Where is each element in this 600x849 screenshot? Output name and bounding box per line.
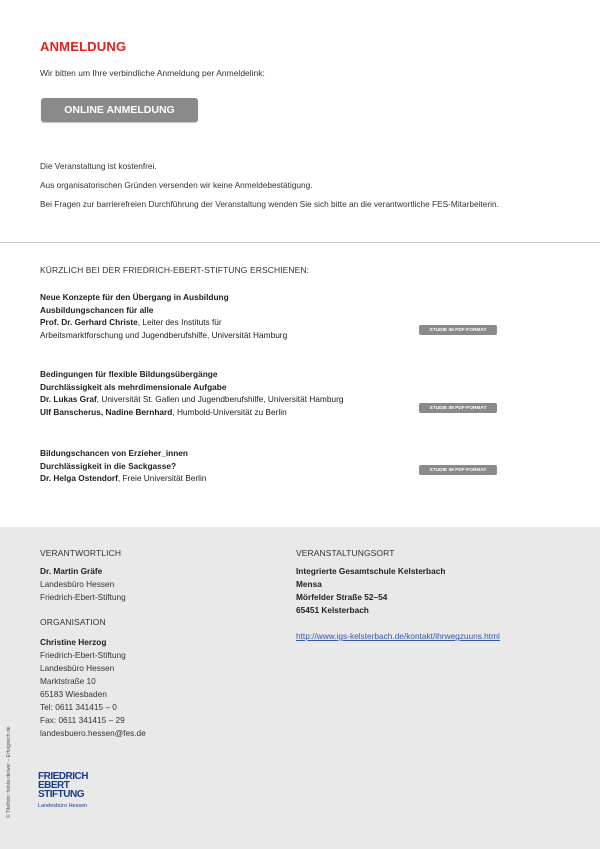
online-registration-button[interactable]: ONLINE ANMELDUNG bbox=[41, 98, 198, 122]
publication-title: Neue Konzepte für den Übergang in Ausbildung bbox=[40, 292, 229, 302]
venue-heading: VERANSTALTUNGSORT bbox=[296, 548, 395, 558]
publication-author-line bbox=[40, 329, 287, 342]
pdf-download-button[interactable]: STUDIE IM PDF-FORMAT bbox=[419, 403, 497, 413]
venue-line: Mörfelder Straße 52–54 bbox=[296, 592, 388, 602]
registration-title: ANMELDUNG bbox=[40, 39, 127, 54]
info-line-accessibility: Bei Fragen zur barrierefreien Durchführung der Veranstaltung wenden Sie sich bitte an die verantwortliche FES-Mitarbeiterin. bbox=[40, 199, 499, 209]
organisation-line: 65183 Wiesbaden bbox=[40, 689, 107, 699]
author-affiliation: Arbeitsmarktforschung und Jugendberufshilfe, Universität Hamburg bbox=[40, 329, 288, 340]
publication-item-2 bbox=[40, 368, 343, 418]
publication-item-1 bbox=[40, 291, 287, 341]
organisation-line: Landesbüro Hessen bbox=[40, 663, 115, 673]
logo-line: FRIEDRICH bbox=[38, 771, 88, 782]
info-line-free: Die Veranstaltung ist kostenfrei. bbox=[40, 161, 157, 171]
publication-author-line bbox=[40, 316, 287, 329]
author-affiliation: , Freie Universität Berlin bbox=[117, 473, 207, 483]
pdf-download-button[interactable]: STUDIE IM PDF-FORMAT bbox=[419, 465, 497, 475]
organisation-heading: ORGANISATION bbox=[40, 617, 106, 627]
responsible-line: Friedrich-Ebert-Stiftung bbox=[40, 592, 126, 602]
venue-block bbox=[296, 565, 445, 617]
publication-subtitle: Durchlässigkeit in die Sackgasse? bbox=[40, 460, 177, 471]
recent-publications-heading: KÜRZLICH BEI DER FRIEDRICH-EBERT-STIFTUNG ERSCHIENEN: bbox=[40, 265, 310, 275]
logo-line: STIFTUNG bbox=[38, 789, 84, 800]
publication-subtitle: Durchlässigkeit als mehrdimensionale Aufgabe bbox=[40, 381, 227, 392]
organisation-name: Christine Herzog bbox=[40, 637, 107, 647]
author-name: Ulf Banscherus, Nadine Bernhard bbox=[40, 406, 173, 417]
publication-author-line bbox=[40, 393, 343, 406]
venue-directions-link[interactable]: http://www.igs-kelsterbach.de/kontakt/ihrwegzuuns.html bbox=[296, 631, 500, 641]
registration-intro: Wir bitten um Ihre verbindliche Anmeldung per Anmeldelink: bbox=[40, 68, 265, 78]
photo-credit-text: © Titelfoto: fotolia.de/wer – Erfolgreich.de bbox=[6, 726, 12, 818]
section-divider bbox=[0, 242, 600, 243]
venue-line: Integrierte Gesamtschule Kelsterbach bbox=[296, 566, 446, 576]
venue-line: 65451 Kelsterbach bbox=[296, 605, 369, 615]
publication-author-line bbox=[40, 472, 206, 485]
publication-item-3 bbox=[40, 447, 206, 485]
responsible-block bbox=[40, 565, 126, 604]
info-line-confirmation: Aus organisatorischen Gründen versenden wir keine Anmeldebestätigung. bbox=[40, 180, 313, 190]
logo-line: EBERT bbox=[38, 780, 70, 791]
author-affiliation: , Humbold-Universität zu Berlin bbox=[172, 406, 287, 417]
responsible-line: Landesbüro Hessen bbox=[40, 579, 115, 589]
photo-credit bbox=[4, 700, 14, 820]
author-name: Dr. Helga Ostendorf bbox=[40, 473, 118, 483]
publication-subtitle: Ausbildungschancen für alle bbox=[40, 304, 154, 315]
publication-author-line bbox=[40, 406, 343, 419]
author-affiliation: , Leiter des Instituts für bbox=[137, 317, 222, 327]
organisation-line: Friedrich-Ebert-Stiftung bbox=[40, 650, 126, 660]
organisation-block bbox=[40, 636, 146, 740]
email-address[interactable]: landesbuero.hessen@fes.de bbox=[40, 728, 146, 738]
logo-subtitle: Landesbüro Hessen bbox=[38, 803, 88, 809]
author-name: Prof. Dr. Gerhard Christe bbox=[40, 317, 138, 327]
author-name: Dr. Lukas Graf bbox=[40, 394, 97, 404]
organisation-line: Marktstraße 10 bbox=[40, 676, 96, 686]
responsible-heading: VERANTWORTLICH bbox=[40, 548, 122, 558]
pdf-download-button[interactable]: STUDIE IM PDF-FORMAT bbox=[419, 325, 497, 335]
responsible-name: Dr. Martin Gräfe bbox=[40, 566, 103, 576]
publication-title: Bedingungen für flexible Bildungsübergänge bbox=[40, 369, 218, 379]
fes-logo bbox=[38, 772, 98, 809]
publication-title: Bildungschancen von Erzieher_innen bbox=[40, 448, 188, 458]
venue-line: Mensa bbox=[296, 579, 322, 589]
author-affiliation: , Universität St. Gallen und Jugendberufshilfe, Universität Hamburg bbox=[96, 394, 344, 404]
phone-number: Tel: 0611 341415 – 0 bbox=[40, 702, 117, 712]
fax-number: Fax: 0611 341415 – 29 bbox=[40, 715, 125, 725]
